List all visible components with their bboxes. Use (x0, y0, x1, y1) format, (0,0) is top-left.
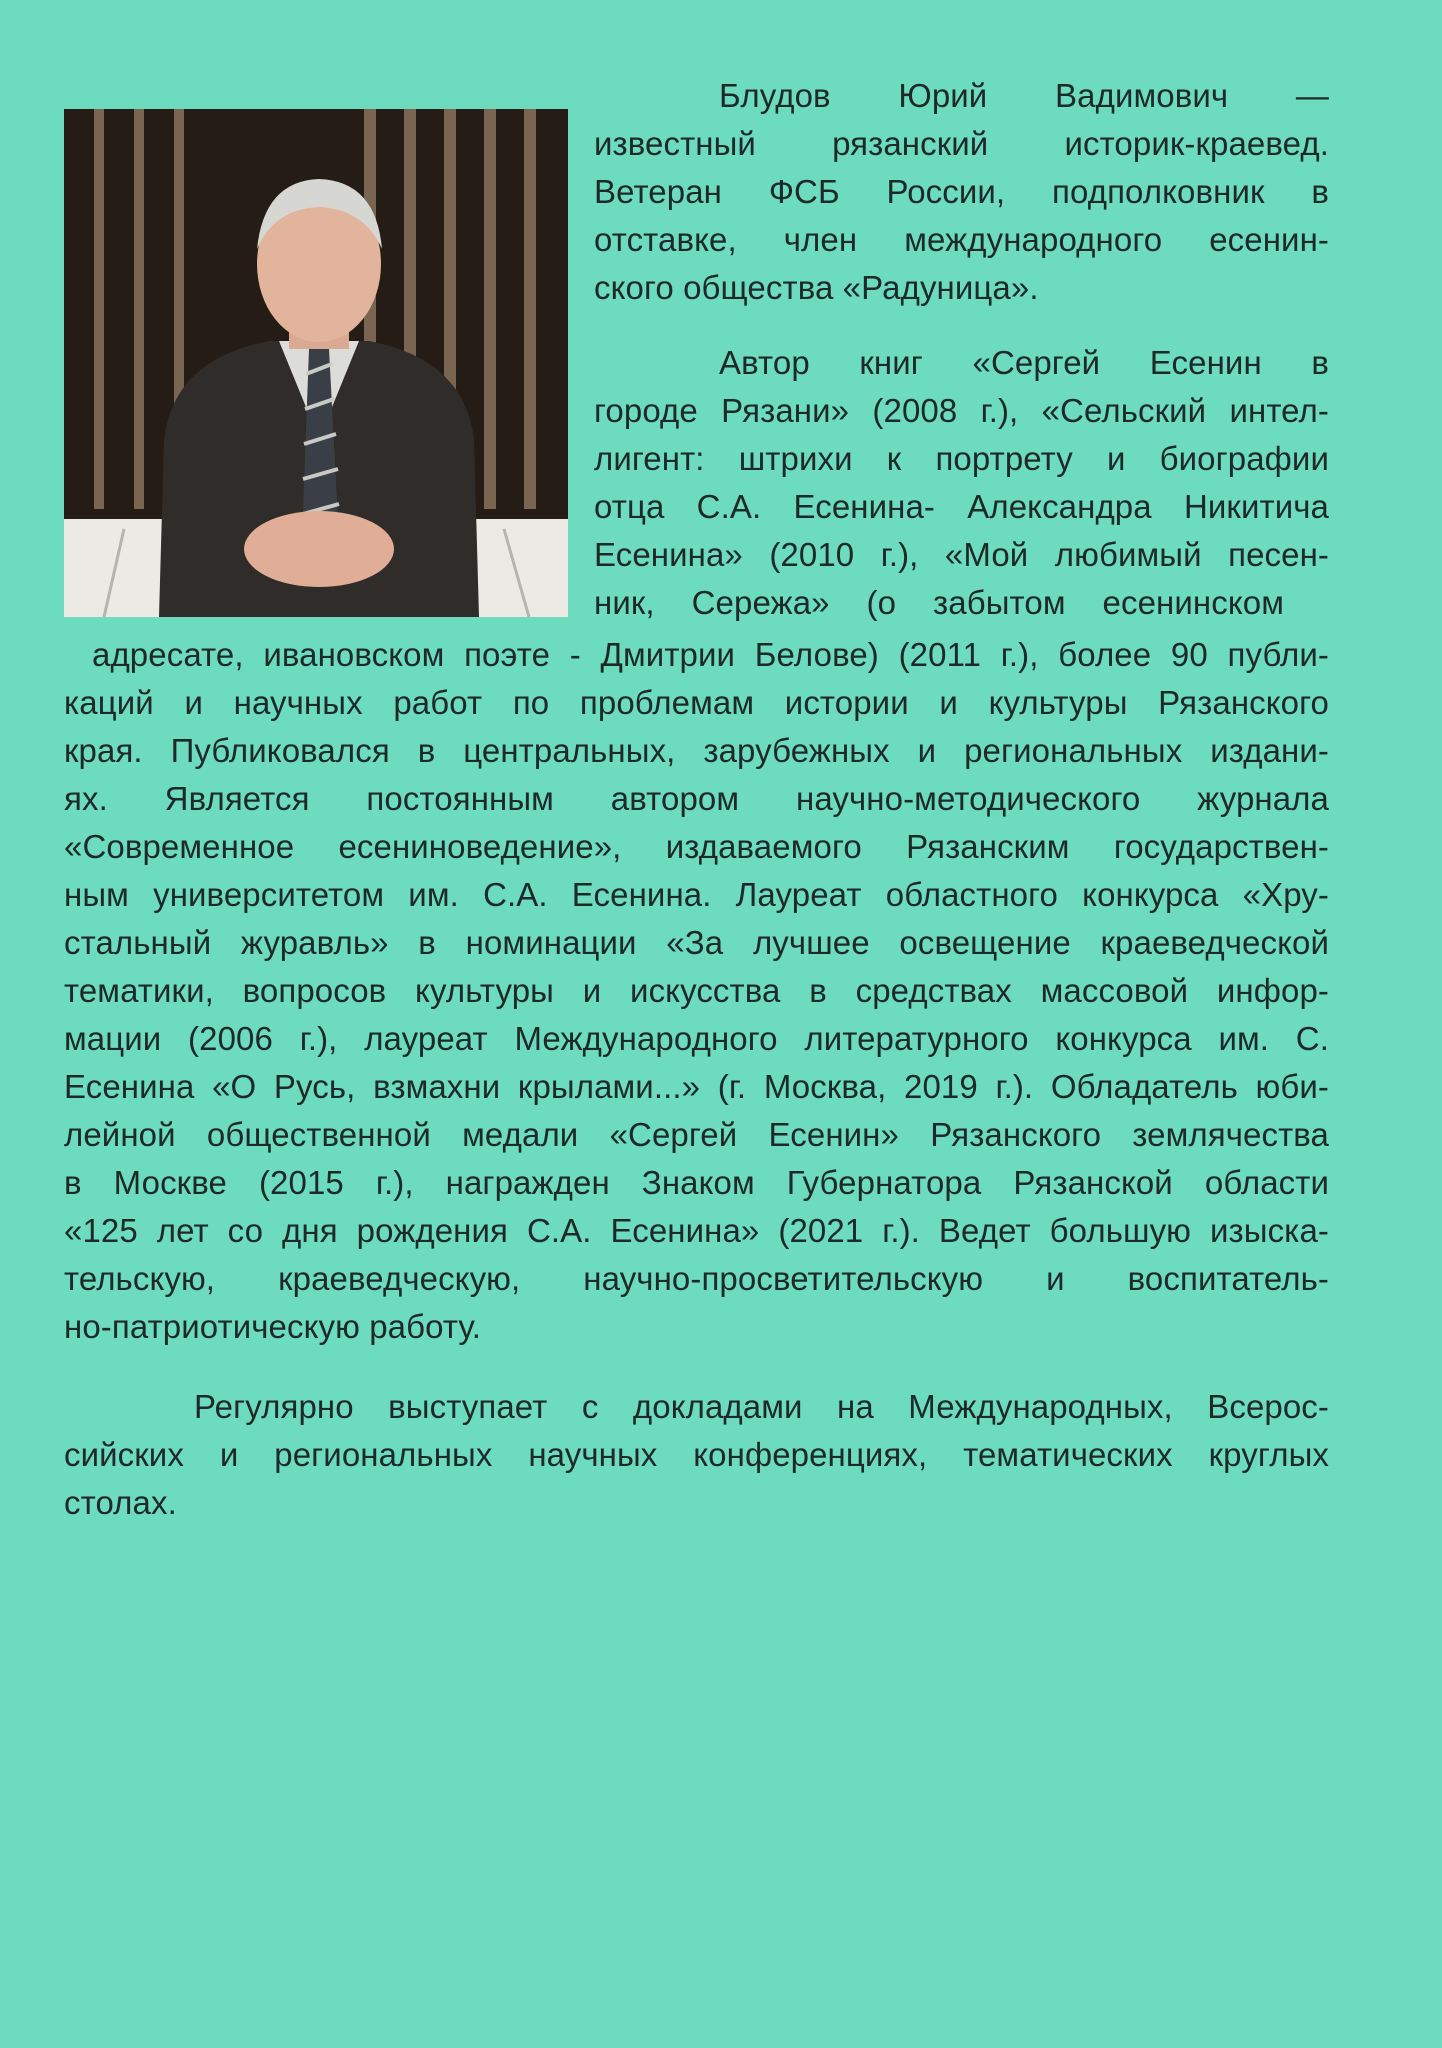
works-line: адресате, ивановском поэте - Дмитрии Белове) (2011 г.), более 90 публи- (92, 636, 1329, 673)
works-line: ях. Является постоянным автором научно-методического журнала (64, 780, 1329, 817)
author-photo (64, 109, 568, 617)
works-line: тельскую, краеведческую, научно-просветительскую и воспитатель- (64, 1260, 1329, 1297)
works-line: ным университетом им. С.А. Есенина. Лауреат областного конкурса «Хру- (64, 876, 1329, 913)
intro-line: Блудов Юрий Вадимович — (719, 77, 1329, 114)
works-line: края. Публиковался в центральных, зарубежных и региональных издани- (64, 732, 1329, 769)
conference-line: Регулярно выступает с докладами на Международных, Всерос- (194, 1388, 1329, 1425)
works-line: «Современное есениноведение», издаваемого Рязанским государствен- (64, 828, 1329, 865)
works-line: стальный журавль» в номинации «За лучшее освещение краеведческой (64, 924, 1329, 961)
works-line: городе Рязани» (2008 г.), «Сельский интел- (594, 392, 1329, 429)
works-line: ник, Сережа» (о забытом есенинском (594, 584, 1284, 621)
works-line: отца С.А. Есенина- Александра Никитича (594, 488, 1329, 525)
conference-line: сийских и региональных научных конференциях, тематических круглых (64, 1436, 1329, 1473)
works-line: в Москве (2015 г.), награжден Знаком Губернатора Рязанской области (64, 1164, 1329, 1201)
works-line: но-патриотическую работу. (64, 1308, 481, 1345)
intro-line: Ветеран ФСБ России, подполковник в (594, 173, 1329, 210)
intro-line: ского общества «Радуница». (594, 269, 1039, 306)
conference-line: столах. (64, 1484, 177, 1521)
works-line: Есенина «О Русь, взмахни крылами...» (г. Москва, 2019 г.). Обладатель юби- (64, 1068, 1329, 1105)
works-line: лейной общественной медали «Сергей Есенин» Рязанского землячества (64, 1116, 1329, 1153)
intro-line: отставке, член международного есенин- (594, 221, 1329, 258)
works-line: Автор книг «Сергей Есенин в (719, 344, 1329, 381)
author-portrait-image (64, 109, 568, 617)
intro-line: известный рязанский историк-краевед. (594, 125, 1329, 162)
works-line: тематики, вопросов культуры и искусства в средствах массовой инфор- (64, 972, 1329, 1009)
works-line: лигент: штрихи к портрету и биографии (594, 440, 1329, 477)
works-line: «125 лет со дня рождения С.А. Есенина» (2021 г.). Ведет большую изыска- (64, 1212, 1329, 1249)
works-line: Есенина» (2010 г.), «Мой любимый песен- (594, 536, 1329, 573)
works-line: мации (2006 г.), лауреат Международного литературного конкурса им. С. (64, 1020, 1329, 1057)
works-line: каций и научных работ по проблемам истории и культуры Рязанского (64, 684, 1329, 721)
